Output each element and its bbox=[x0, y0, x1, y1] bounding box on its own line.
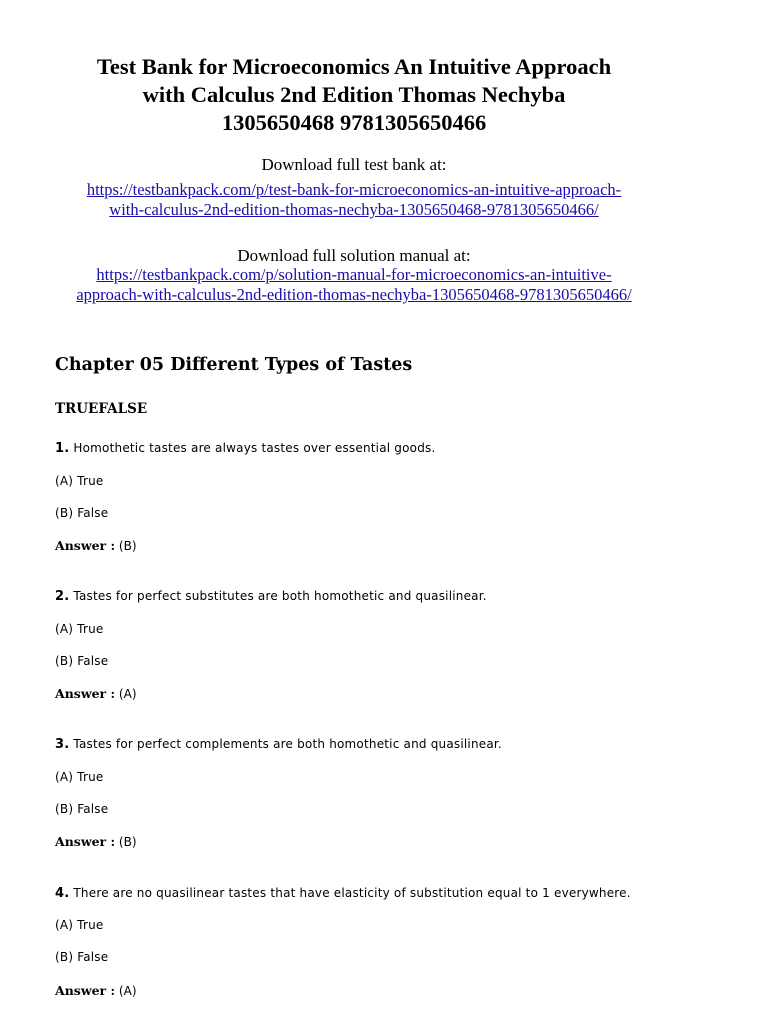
answer-2 bbox=[55, 686, 137, 702]
document-title bbox=[30, 53, 678, 137]
solution-manual-link[interactable] bbox=[0, 265, 708, 305]
solution-manual-link-line-2: approach-with-calculus-2nd-edition-thomas-nechyba-1305650468-9781305650466/ bbox=[76, 285, 632, 304]
test-bank-link-line-1: https://testbankpack.com/p/test-bank-for-microeconomics-an-intuitive-approach- bbox=[86, 180, 622, 199]
question-number: 2. bbox=[55, 589, 70, 604]
question-number: 3. bbox=[55, 737, 70, 752]
question-number: 4. bbox=[55, 886, 70, 901]
answer-value: (A) bbox=[118, 687, 137, 701]
option-b: (B) False bbox=[55, 506, 109, 520]
test-bank-link-line-2: with-calculus-2nd-edition-thomas-nechyba-1305650468-9781305650466/ bbox=[109, 200, 599, 219]
option-a: (A) True bbox=[55, 770, 104, 784]
answer-value: (B) bbox=[118, 539, 137, 553]
answer-4 bbox=[55, 983, 137, 999]
answer-label: Answer : bbox=[55, 686, 116, 701]
chapter-heading: Chapter 05 Different Types of Tastes bbox=[55, 355, 413, 375]
question-3 bbox=[55, 736, 502, 753]
option-b: (B) False bbox=[55, 654, 109, 668]
question-text: Tastes for perfect substitutes are both homothetic and quasilinear. bbox=[73, 589, 487, 603]
answer-value: (B) bbox=[118, 835, 137, 849]
answer-label: Answer : bbox=[55, 983, 116, 998]
title-line-2: with Calculus 2nd Edition Thomas Nechyba bbox=[142, 82, 566, 107]
option-a: (A) True bbox=[55, 622, 104, 636]
title-line-1: Test Bank for Microeconomics An Intuitive Approach bbox=[96, 54, 612, 79]
answer-label: Answer : bbox=[55, 834, 116, 849]
option-b: (B) False bbox=[55, 802, 109, 816]
section-heading: TRUEFALSE bbox=[55, 401, 148, 417]
test-bank-link[interactable] bbox=[0, 180, 708, 220]
test-bank-label: Download full test bank at: bbox=[261, 155, 447, 174]
question-number: 1. bbox=[55, 441, 70, 456]
question-4 bbox=[55, 885, 631, 902]
question-text: Tastes for perfect complements are both homothetic and quasilinear. bbox=[73, 737, 502, 751]
question-text: Homothetic tastes are always tastes over essential goods. bbox=[73, 441, 436, 455]
option-b: (B) False bbox=[55, 950, 109, 964]
answer-1 bbox=[55, 538, 137, 554]
question-text: There are no quasilinear tastes that have elasticity of substitution equal to 1 everywhere. bbox=[73, 886, 631, 900]
answer-value: (A) bbox=[118, 984, 137, 998]
answer-label: Answer : bbox=[55, 538, 116, 553]
title-line-3: 1305650468 9781305650466 bbox=[221, 110, 487, 135]
option-a: (A) True bbox=[55, 918, 104, 932]
solution-manual-label: Download full solution manual at: bbox=[237, 246, 471, 265]
question-2 bbox=[55, 588, 487, 605]
option-a: (A) True bbox=[55, 474, 104, 488]
answer-3 bbox=[55, 834, 137, 850]
solution-manual-link-line-1: https://testbankpack.com/p/solution-manual-for-microeconomics-an-intuitive- bbox=[96, 265, 612, 284]
question-1 bbox=[55, 440, 436, 457]
